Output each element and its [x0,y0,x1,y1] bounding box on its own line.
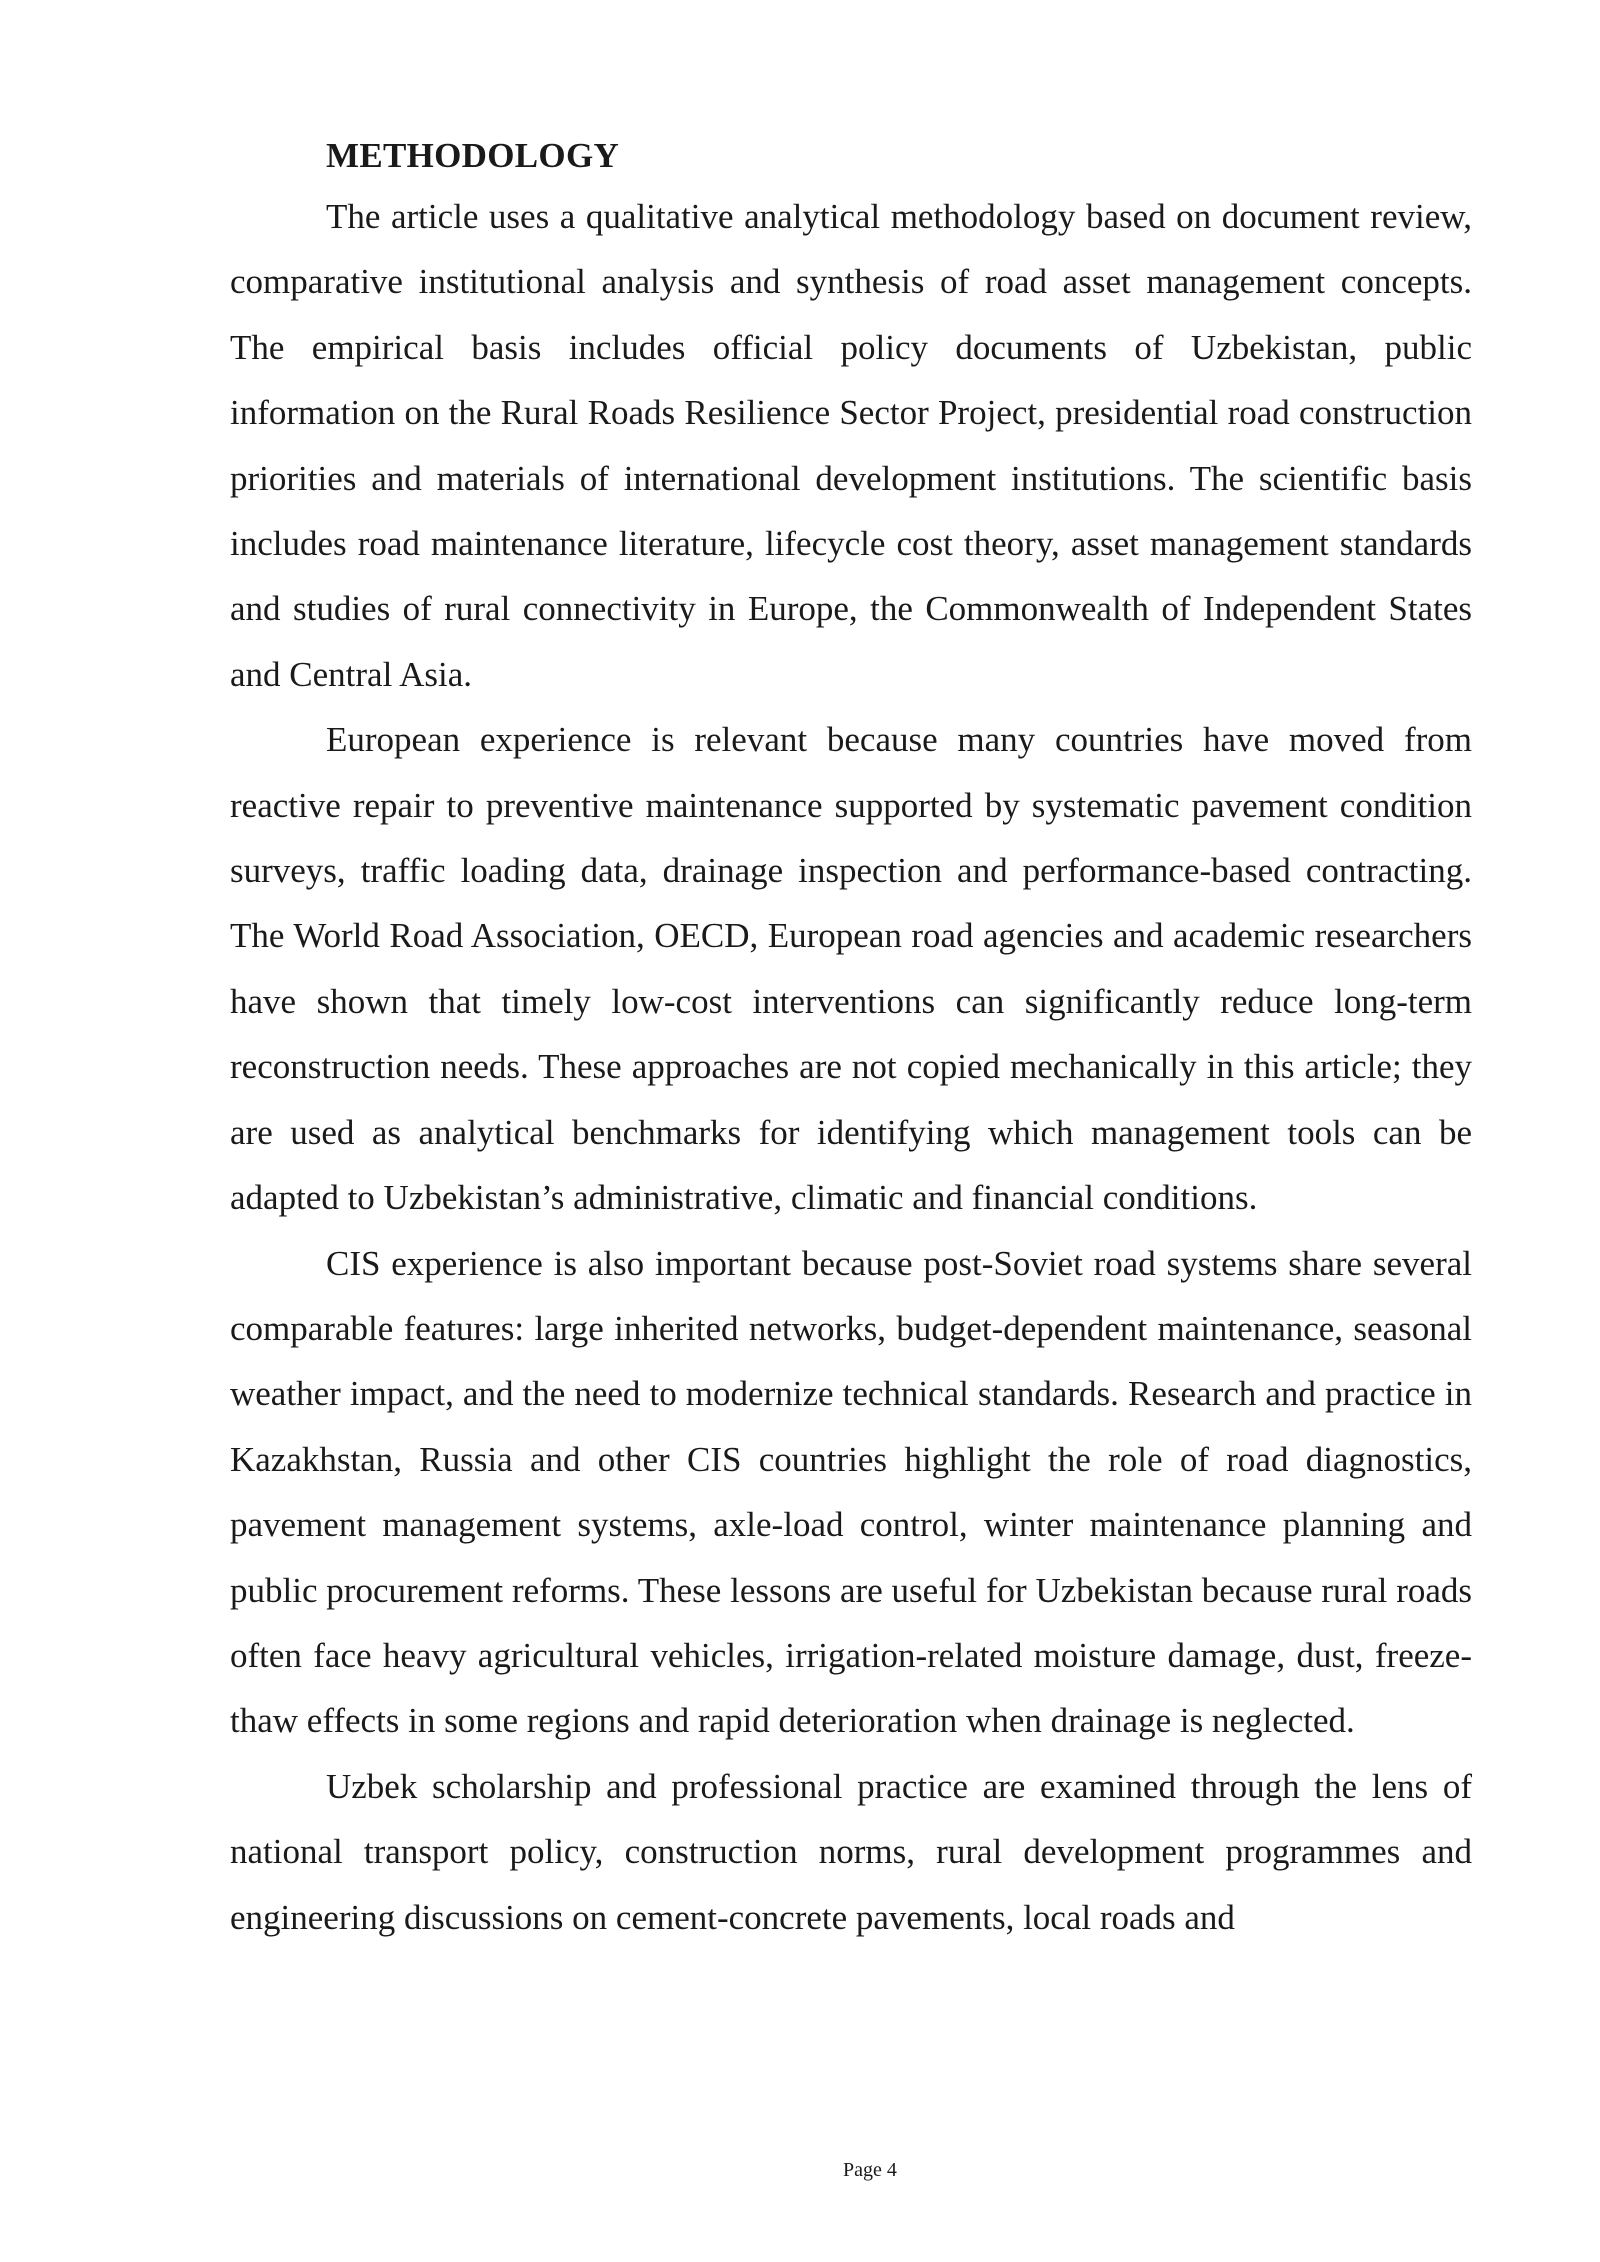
paragraph-2: European experience is relevant because many countries have moved from reactive repair to preventive maintenance supported by systematic pavement condition surveys, traffic loading data, drainage inspection and performance-based contracting. The World Road Association, OECD, European road agencies and academic researchers have shown that timely low-cost interventions can significantly reduce long-term reconstruction needs. These approaches are not copied mechanically in this article; they are used as analytical benchmarks for identifying which management tools can be adapted to Uzbekistan’s administrative, climatic and financial conditions. [230,720,1472,1218]
section-heading: METHODOLOGY [326,136,620,175]
page-content [230,128,1472,1950]
paragraph-1: The article uses a qualitative analytical methodology based on document review, comparative institutional analysis and synthesis of road asset management concepts. The empirical basis includes official policy documents of Uzbekistan, public information on the Rural Roads Resilience Sector Project, presidential road construction priorities and materials of international development institutions. The scientific basis includes road maintenance literature, lifecycle cost theory, asset management standards and studies of rural connectivity in Europe, the Commonwealth of Independent States and Central Asia. [230,197,1472,694]
paragraph-3: CIS experience is also important because post-Soviet road systems share several comparable features: large inherited networks, budget-dependent maintenance, seasonal weather impact, and the need to modernize technical standards. Research and practice in Kazakhstan, Russia and other CIS countries highlight the role of road diagnostics, pavement management systems, axle-load control, winter maintenance planning and public procurement reforms. These lessons are useful for Uzbekistan because rural roads often face heavy agricultural vehicles, irrigation-related moisture damage, dust, freeze-thaw effects in some regions and rapid deterioration when drainage is neglected. [230,1243,1472,1741]
paragraph-4: Uzbek scholarship and professional practice are examined through the lens of national transport policy, construction norms, rural development programmes and engineering discussions on cement-concrete pavements, local roads and [230,1766,1472,1937]
page-number: Page 4 [843,2159,897,2181]
